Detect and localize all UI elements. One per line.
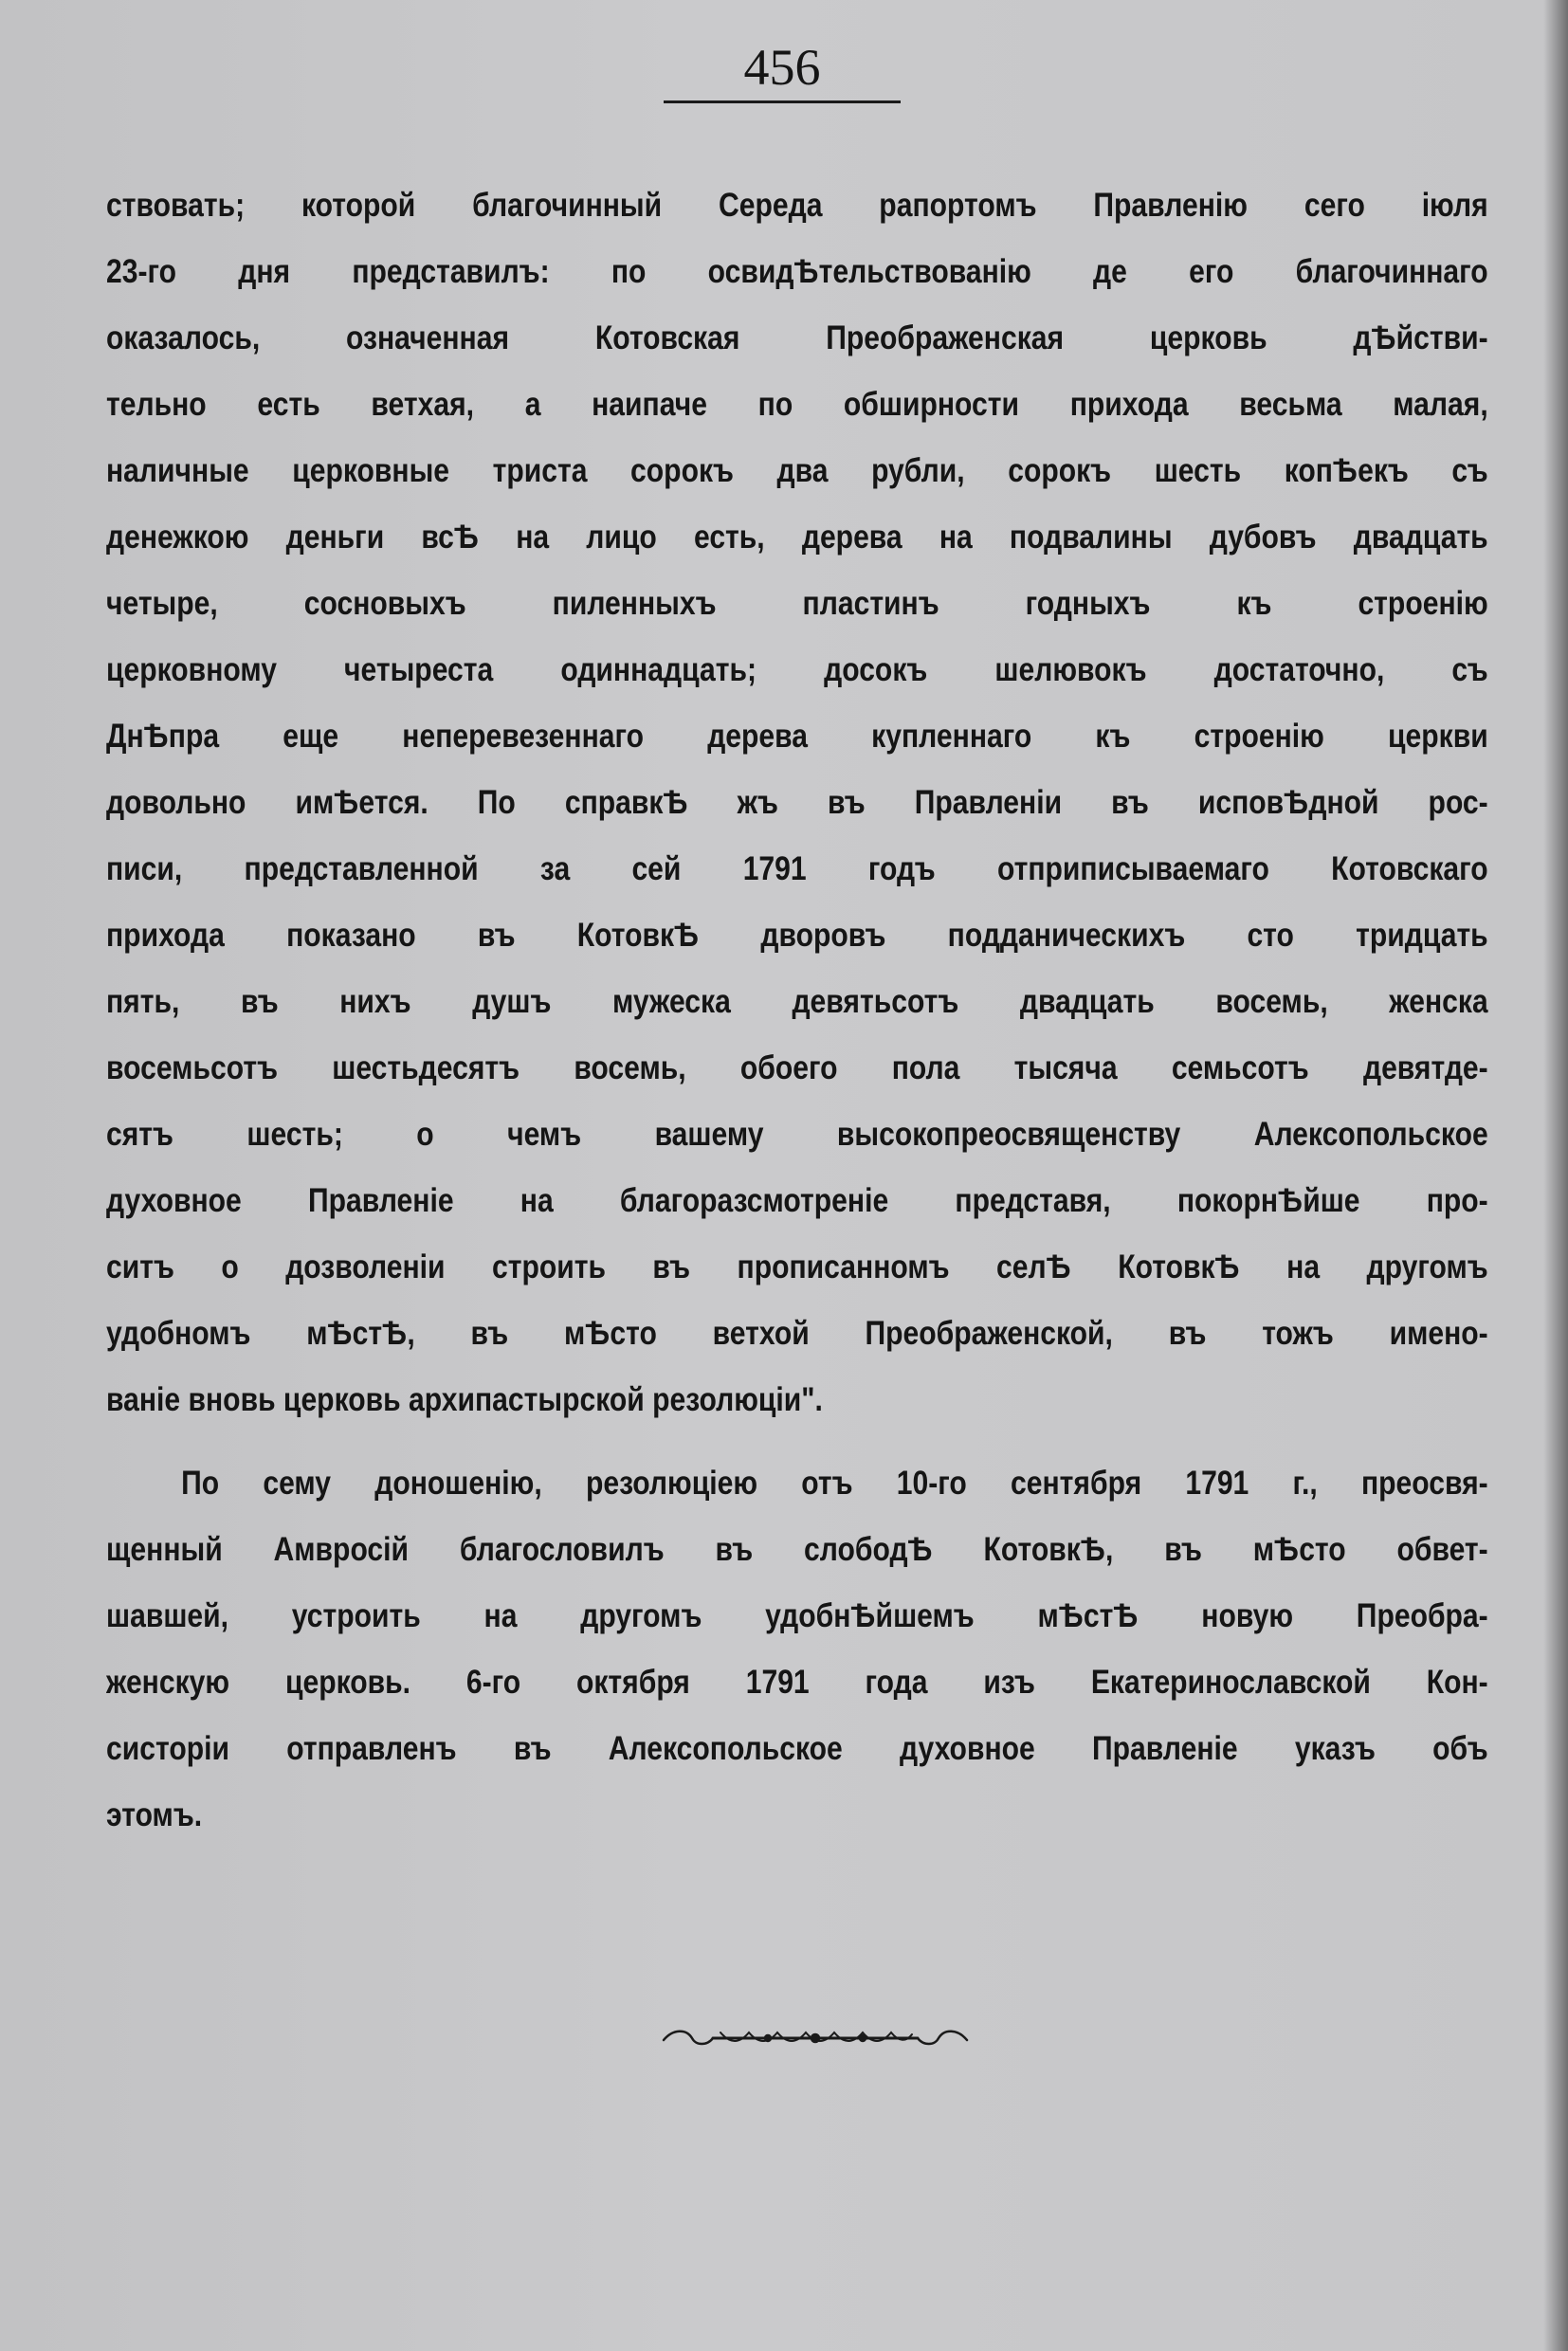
- text-line: щенный Амвросій благословилъ въ слободѢ КотовкѢ, въ мѢсто обвет-: [106, 1531, 1488, 1568]
- text-line: оказалось, означенная Котовская Преображенская церковь дѢйстви-: [106, 319, 1488, 356]
- text-line: ситъ о дозволеніи строить въ прописанномъ селѢ КотовкѢ на другомъ: [106, 1248, 1488, 1285]
- text-line: наличные церковные триста сорокъ два рубли, сорокъ шесть копѢекъ съ: [106, 452, 1488, 489]
- text-line: шавшей, устроить на другомъ удобнѢйшемъ мѢстѢ новую Преобра-: [106, 1597, 1488, 1634]
- decorative-flourish-icon: [654, 2019, 976, 2057]
- text-line: писи, представленной за сей 1791 годъ отприписываемаго Котовскаго: [106, 850, 1488, 887]
- text-line: этомъ.: [106, 1796, 203, 1833]
- text-line: духовное Правленіе на благоразсмотреніе представя, покорнѢйше про-: [106, 1182, 1488, 1219]
- page-edge-shadow: [1543, 0, 1568, 2351]
- text-line: четыре, сосновыхъ пиленныхъ пластинъ годныхъ къ строенію: [106, 585, 1488, 622]
- text-line: церковному четыреста одиннадцать; досокъ шелювокъ достаточно, съ: [106, 651, 1488, 688]
- text-line: систоріи отправленъ въ Алексопольское духовное Правленіе указъ объ: [106, 1730, 1488, 1767]
- body-text: [106, 173, 1488, 1849]
- text-line: женскую церковь. 6-го октября 1791 года изъ Екатеринославской Кон-: [106, 1664, 1488, 1701]
- page-number: 456: [743, 39, 821, 96]
- text-line: ДнѢпра еще неперевезеннаго дерева купленнаго къ строенію церкви: [106, 718, 1488, 755]
- text-line: удобномъ мѢстѢ, въ мѢсто ветхой Преображенской, въ тожъ имено-: [106, 1315, 1488, 1352]
- text-line: 23-го дня представилъ: по освидѢтельствованію де его благочиннаго: [106, 253, 1488, 290]
- page-number-underline: [664, 100, 901, 103]
- text-line: тельно есть ветхая, а наипаче по обширности прихода весьма малая,: [106, 386, 1488, 423]
- text-line: сятъ шесть; о чемъ вашему высокопреосвященству Алексопольское: [106, 1116, 1488, 1153]
- text-line: ствовать; которой благочинный Середа рапортомъ Правленію сего іюля: [106, 187, 1488, 224]
- text-line: довольно имѢется. По справкѢ жъ въ Правленіи въ исповѢдной рос-: [106, 784, 1488, 821]
- paragraph-gap: [106, 1433, 1488, 1450]
- text-line: денежкою деньги всѢ на лицо есть, дерева на подвалины дубовъ двадцать: [106, 519, 1488, 556]
- text-line: восемьсотъ шестьдесятъ восемь, обоего пола тысяча семьсотъ девятде-: [106, 1049, 1488, 1086]
- text-line: пять, въ нихъ душъ мужеска девятьсотъ двадцать восемь, женска: [106, 983, 1488, 1020]
- text-line: прихода показано въ КотовкѢ дворовъ подданическихъ сто тридцать: [106, 917, 1488, 954]
- text-line: По сему доношенію, резолюціею отъ 10-го сентября 1791 г., преосвя-: [181, 1465, 1488, 1502]
- text-line: ваніе вновь церковь архипастырской резолюціи".: [106, 1381, 823, 1418]
